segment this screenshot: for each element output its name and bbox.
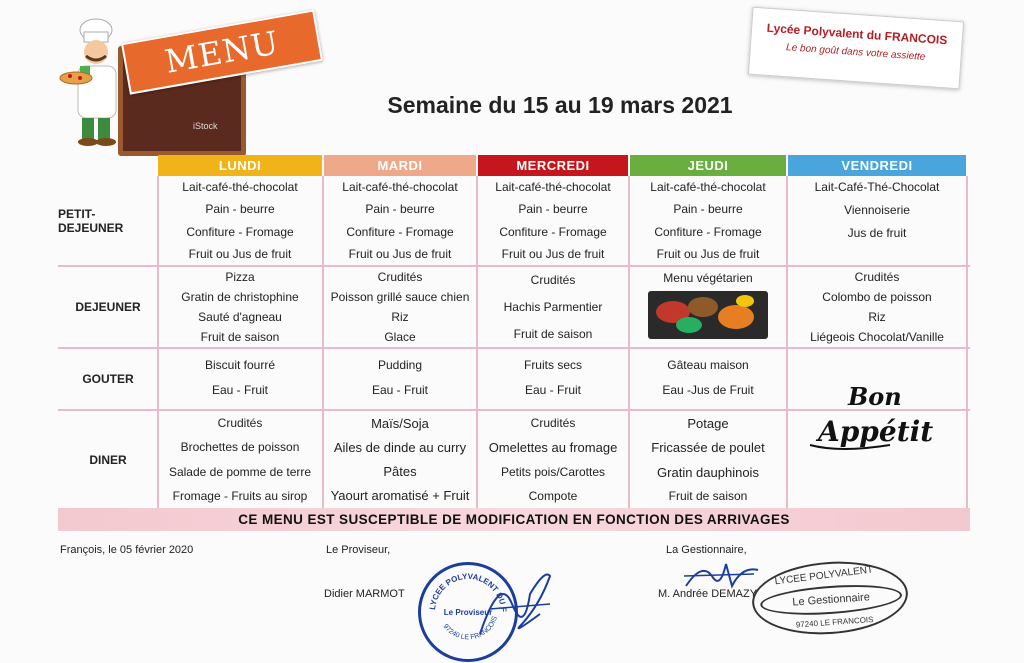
menu-item: Fruit ou Jus de fruit <box>656 246 760 261</box>
menu-item: Petits pois/Carottes <box>500 465 606 479</box>
menu-item: Eau - Fruit <box>371 382 428 397</box>
row-label-dejeuner: DEJEUNER <box>75 300 141 314</box>
menu-item: Fricassée de poulet <box>651 440 765 456</box>
menu-item: Pain - beurre <box>673 202 743 217</box>
menu-item: Sauté d'agneau <box>198 310 282 324</box>
row-label-diner: DINER <box>89 452 127 467</box>
school-box <box>748 7 964 90</box>
menu-item: Compote <box>528 489 578 503</box>
menu-item: Gratin dauphinois <box>657 464 759 480</box>
day-label: VENDREDI <box>841 158 913 173</box>
chalk-watermark: iStock <box>193 121 218 131</box>
meal-cell <box>158 176 322 265</box>
day-label: MARDI <box>377 158 423 173</box>
stamp-oval-bottom: 97240 LE FRANCOIS <box>795 615 874 630</box>
school-name: Lycée Polyvalent du FRANCOIS <box>766 20 948 48</box>
meal-cell <box>788 267 966 347</box>
meal-cell <box>324 267 476 347</box>
gestionnaire-name: M. Andrée DEMAZY <box>658 588 758 600</box>
proviseur-name: Didier MARMOT <box>324 588 405 600</box>
notice-text: CE MENU EST SUSCEPTIBLE DE MODIFICATION EN FONCTION DES ARRIVAGES <box>238 512 790 527</box>
menu-item: Hachis Parmentier <box>503 299 603 314</box>
day-label: LUNDI <box>218 158 262 173</box>
gestionnaire-signature <box>682 556 762 596</box>
meal-cell <box>478 352 628 402</box>
menu-item: Eau -Jus de Fruit <box>662 382 754 397</box>
menu-item: Pudding <box>377 357 423 372</box>
menu-item: Crudités <box>854 270 900 284</box>
menu-item: Crudités <box>530 273 576 288</box>
meal-cell <box>478 267 628 347</box>
meal-cell <box>630 176 786 265</box>
menu-item: Gâteau maison <box>667 357 749 372</box>
day-header-mercredi <box>478 155 628 176</box>
menu-banner-label: MENU <box>162 23 282 81</box>
menu-item: Glace <box>384 330 416 344</box>
menu-item: Lait-café-thé-chocolat <box>650 180 766 195</box>
meal-cell <box>158 411 322 508</box>
menu-item: Fruit ou Jus de fruit <box>348 246 452 261</box>
row-divider <box>58 347 970 349</box>
menu-item: Yaourt aromatisé + Fruit <box>330 488 470 504</box>
menu-item: Eau - Fruit <box>211 382 268 397</box>
menu-item: Fruit de saison <box>668 489 748 504</box>
menu-item: Maïs/Soja <box>371 415 429 431</box>
menu-item: Potage <box>687 415 729 431</box>
menu-item: Lait-café-thé-chocolat <box>342 180 458 195</box>
bon-appetit-calligraphy <box>800 375 950 455</box>
day-header-mardi <box>324 155 476 176</box>
proviseur-title: Le Proviseur, <box>326 544 391 556</box>
menu-item: Lait-café-thé-chocolat <box>182 180 298 195</box>
menu-item: Fruit de saison <box>200 330 280 344</box>
menu-item: Eau - Fruit <box>524 382 581 397</box>
day-header-jeudi <box>630 155 786 176</box>
menu-item: Pain - beurre <box>518 202 588 217</box>
menu-item: Fruit ou Jus de fruit <box>188 246 292 261</box>
week-title: Semaine du 15 au 19 mars 2021 <box>387 92 733 118</box>
menu-item: Omelettes au fromage <box>488 440 618 455</box>
menu-item: Pain - beurre <box>365 202 435 217</box>
meal-cell <box>630 267 786 347</box>
menu-item: Liégeois Chocolat/Vanille <box>810 330 944 344</box>
menu-item: Crudités <box>217 416 263 431</box>
menu-item: Pâtes <box>383 464 417 480</box>
menu-item: Ailes de dinde au curry <box>333 439 467 455</box>
meal-cell <box>324 176 476 265</box>
notice-bar <box>58 508 970 531</box>
day-label: MERCREDI <box>516 158 590 173</box>
day-header-lundi <box>158 155 322 176</box>
meal-cell <box>630 411 786 508</box>
row-label-gouter: GOUTER <box>82 372 134 386</box>
place-date: François, le 05 février 2020 <box>60 544 194 556</box>
menu-item: Jus de fruit <box>847 225 907 240</box>
bon-text: Bon <box>848 382 902 411</box>
meal-cell <box>158 352 322 402</box>
appetit-text: Appétit <box>818 415 934 448</box>
menu-item: Fruit ou Jus de fruit <box>501 246 605 261</box>
menu-item: Riz <box>391 310 409 324</box>
menu-item: Fruit de saison <box>513 326 593 341</box>
menu-item: Lait-Café-Thé-Chocolat <box>814 180 940 195</box>
menu-item: Lait-café-thé-chocolat <box>495 180 611 195</box>
menu-item: Pain - beurre <box>205 202 275 217</box>
day-label: JEUDI <box>687 158 729 173</box>
menu-item: Crudités <box>377 270 423 284</box>
menu-item: Crudités <box>530 416 576 430</box>
meal-cell <box>324 411 476 508</box>
stamp-round-bottom: 97240 LE FRANCOIS <box>441 615 499 642</box>
menu-item: Gratin de christophine <box>181 290 299 304</box>
meal-cell <box>158 267 322 347</box>
proviseur-signature <box>470 564 560 644</box>
menu-item: Colombo de poisson <box>822 290 932 304</box>
menu-item: Confiture - Fromage <box>346 224 454 239</box>
menu-item: Riz <box>868 310 886 324</box>
day-header-vendredi <box>788 155 966 176</box>
menu-item: Confiture - Fromage <box>186 224 294 239</box>
menu-item: Salade de pomme de terre <box>168 464 312 479</box>
menu-item: Menu végétarien <box>663 271 753 285</box>
chef-icon <box>58 18 138 148</box>
meal-cell <box>788 176 966 244</box>
gestionnaire-title: La Gestionnaire, <box>666 544 747 556</box>
menu-logo <box>58 18 328 148</box>
meal-cell <box>478 176 628 265</box>
menu-item: Pizza <box>225 270 255 284</box>
menu-item: Viennoiserie <box>844 202 910 217</box>
menu-item: Brochettes de poisson <box>180 440 300 455</box>
stamp-round-center: Le Proviseur <box>443 608 493 617</box>
row-label-petit-dejeuner: PETIT-DEJEUNER <box>58 206 124 235</box>
stamp-oval-center: Le Gestionnaire <box>791 591 871 609</box>
vegetarian-dish-photo <box>648 291 768 339</box>
stamp-round-top: LYCEE POLYVALENT DU F <box>428 571 509 613</box>
meal-cell <box>324 352 476 402</box>
menu-item: Confiture - Fromage <box>654 224 762 239</box>
gestionnaire-stamp <box>750 557 911 640</box>
stamp-oval-top: LYCEE POLYVALENT <box>774 564 874 588</box>
meal-cell <box>630 352 786 402</box>
menu-item: Poisson grillé sauce chien <box>330 290 470 304</box>
meal-cell <box>478 411 628 508</box>
school-tagline: Le bon goût dans votre assiette <box>785 42 926 63</box>
menu-item: Fruits secs <box>523 357 582 372</box>
menu-item: Biscuit fourré <box>204 357 276 372</box>
menu-item: Confiture - Fromage <box>499 224 607 239</box>
menu-item: Fromage - Fruits au sirop <box>172 488 308 503</box>
column-divider <box>966 176 968 508</box>
